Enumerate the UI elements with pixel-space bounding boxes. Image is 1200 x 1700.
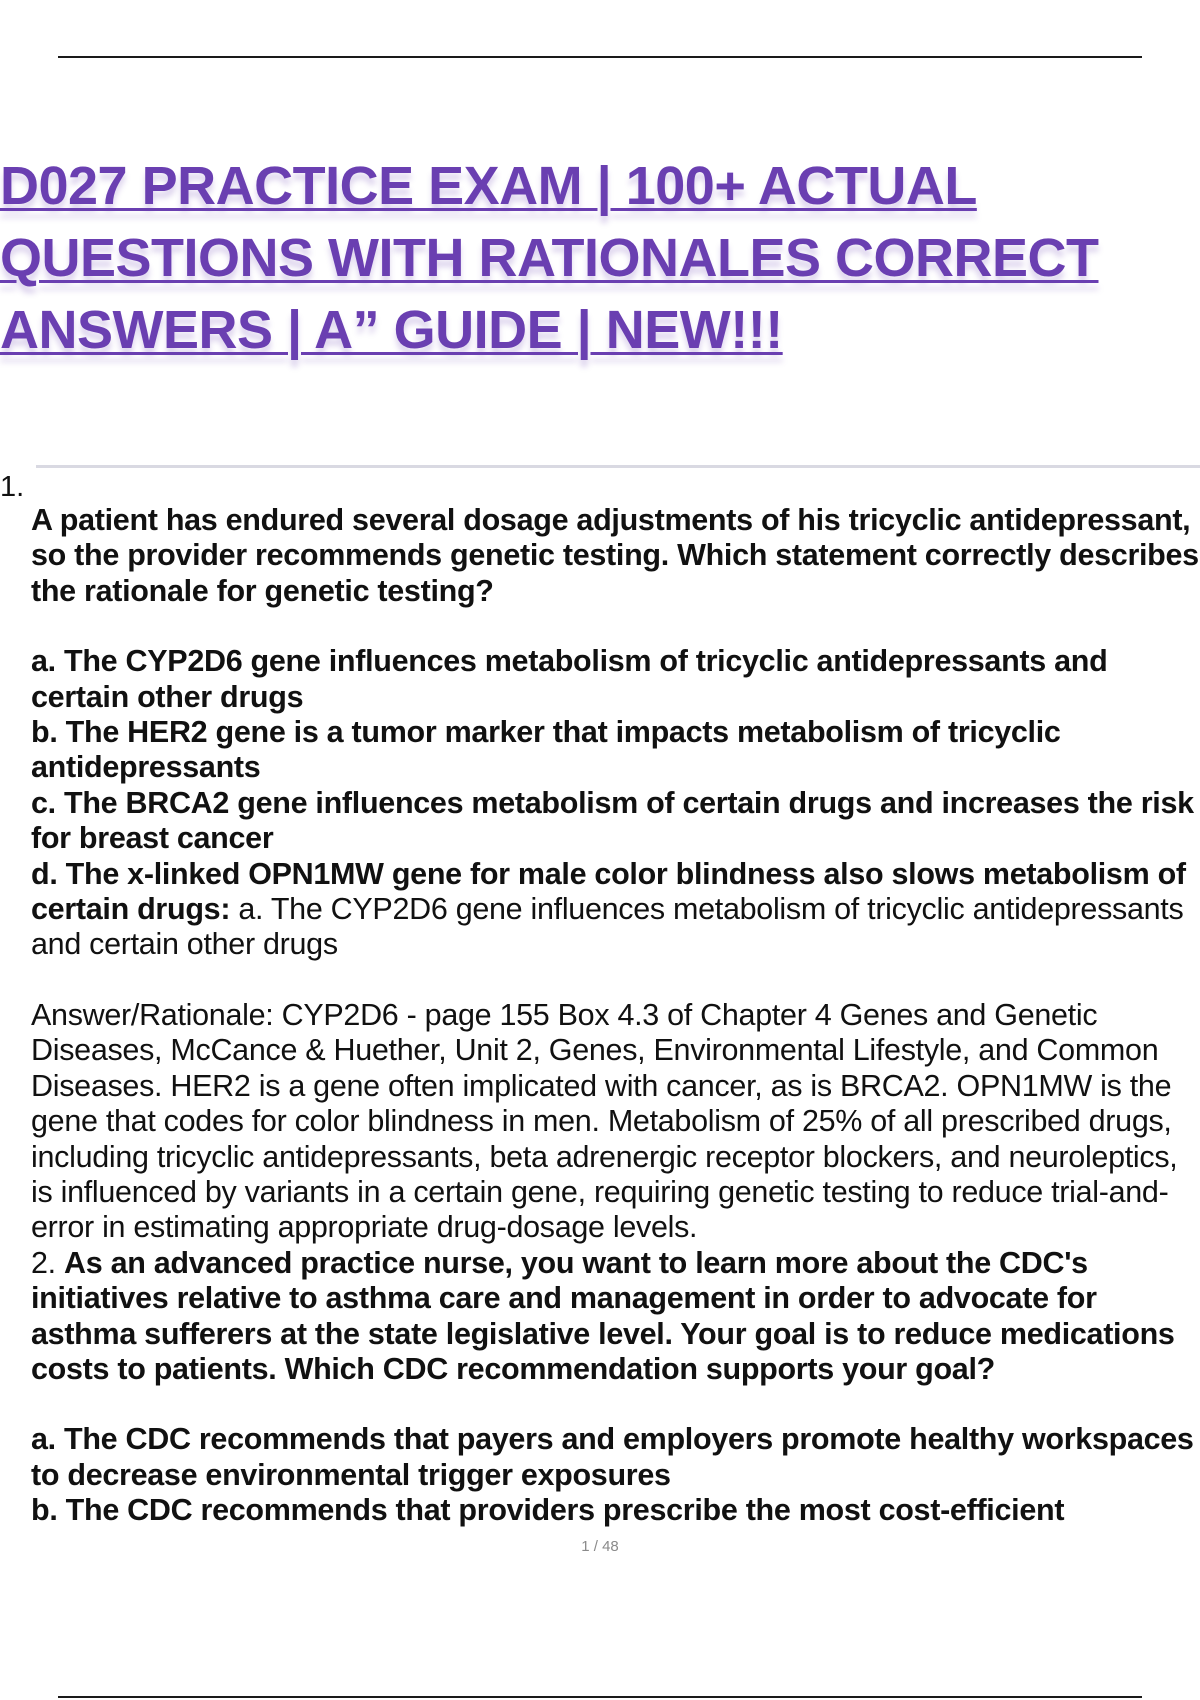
- question-1-option-b: b. The HER2 gene is a tumor marker that impacts metabolism of tricyclic antidepressants: [31, 715, 1061, 785]
- question-1-option-d: d. The x-linked OPN1MW gene for male color blindness also slows metabolism of certain drugs:: [31, 856, 1186, 927]
- question-1-number: 1.: [0, 471, 25, 503]
- page-indicator: 1 / 48: [581, 1538, 619, 1555]
- bottom-rule: [58, 1696, 1142, 1698]
- question-2-option-a: a. The CDC recommends that payers and employers promote healthy workspaces to decrease environmental trigger exposures: [31, 1422, 1194, 1492]
- question-1-option-d-with-answer: [31, 857, 1200, 963]
- top-rule: [58, 56, 1142, 58]
- question-1-stem: A patient has endured several dosage adjustments of his tricyclic antidepressant, so the provider recommends genetic testing. Which statement correctly describes the rationale for genetic testing?: [31, 503, 1199, 608]
- spacer: [31, 963, 1200, 998]
- question-2-number: 2.: [31, 1245, 65, 1280]
- question-1-option-c: c. The BRCA2 gene influences metabolism of certain drugs and increases the risk for breast cancer: [31, 785, 1194, 856]
- title-line-2: QUESTIONS WITH RATIONALES CORRECT: [0, 228, 1099, 288]
- title-line-1: D027 PRACTICE EXAM | 100+ ACTUAL: [0, 156, 977, 216]
- title-line-3: ANSWERS | A” GUIDE | NEW!!!: [0, 300, 783, 360]
- question-1-rationale: Answer/Rationale: CYP2D6 - page 155 Box 4.3 of Chapter 4 Genes and Genetic Diseases, McCance & Huether, Unit 2, Genes, Environmental Lifestyle, and Common Diseases. HER2 is a gene often implicated with cancer, as is BRCA2. OPN1MW is the gene that codes for color blindness in men. Metabolism of 25% of all prescribed drugs, including tricyclic antidepressants, beta adrenergic receptor blockers, and neuroleptics, is influenced by variants in a certain gene, requiring genetic testing to reduce trial-and-error in estimating appropriate drug-dosage levels.: [31, 997, 1178, 1245]
- question-1-answer: a. The CYP2D6 gene influences metabolism of tricyclic antidepressants and certain other drugs: [31, 892, 1184, 962]
- question-2-stem: As an advanced practice nurse, you want to learn more about the CDC's initiatives relative to asthma care and management in order to advocate for asthma sufferers at the state legislative level. Your goal is to reduce medications costs to patients. Which CDC recommendation supports your goal?: [31, 1245, 1175, 1386]
- question-2-option-b: b. The CDC recommends that providers prescribe the most cost-efficient: [31, 1493, 1065, 1528]
- question-2-stem-block: [31, 1246, 1200, 1388]
- questions-content: [31, 503, 1200, 1529]
- question-1-option-a: a. The CYP2D6 gene influences metabolism of tricyclic antidepressants and certain other drugs: [31, 644, 1108, 714]
- spacer: [31, 609, 1200, 644]
- document-title: [0, 150, 1140, 366]
- spacer: [31, 1387, 1200, 1422]
- section-separator: [36, 465, 1200, 468]
